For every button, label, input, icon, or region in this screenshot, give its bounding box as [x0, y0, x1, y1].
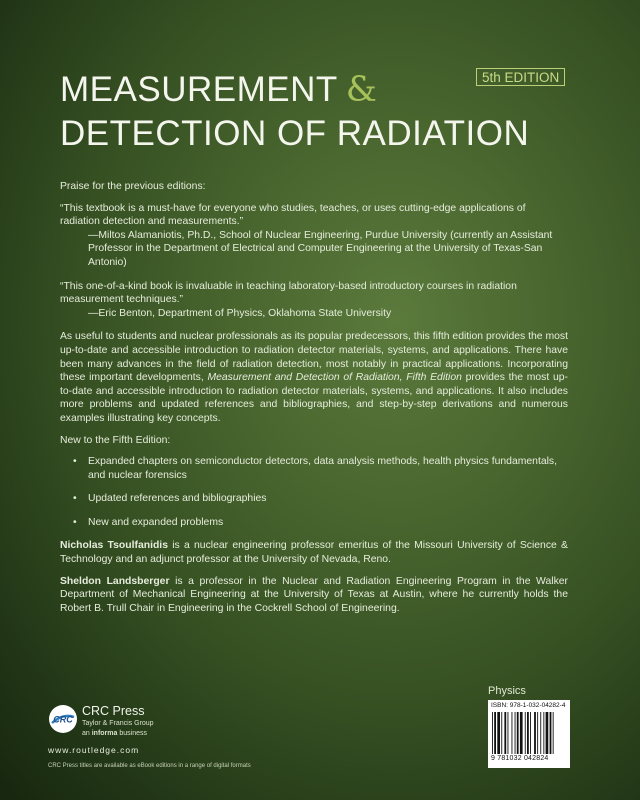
new-edition-heading: New to the Fifth Edition: [60, 434, 171, 446]
ampersand: & [345, 70, 378, 110]
book-title-line-2: DETECTION OF RADIATION [60, 114, 530, 153]
list-item: • Updated references and bibliographies [88, 492, 568, 506]
publisher-website[interactable]: www.routledge.com [48, 745, 140, 755]
list-item: • Expanded chapters on semiconductor detectors, data analysis methods, health physics fundamentals, and nuclear forensics [88, 455, 568, 482]
barcode [488, 700, 570, 768]
praise-quote-2: “This one-of-a-kind book is invaluable in teaching laboratory-based introductory courses in radiation measurement techniques.” [60, 280, 517, 306]
publisher-group: Taylor & Francis Group [82, 720, 154, 727]
edition-badge: 5th EDITION [476, 68, 565, 86]
author-bio-2: Sheldon Landsberger is a professor in the Nuclear and Radiation Engineering Program in the Walker Department of Mechanical Engineering at the University of Texas at Austin, where he currently holds the Robert B. Trull Chair in Engineering in the Cockrell School of Engineering. [60, 575, 568, 614]
praise-attribution-1: —Miltos Alamaniotis, Ph.D., School of Nuclear Engineering, Purdue University (currently an Assistant Professor in the Department of Electrical and Computer Engineering at the University of Texas-San Antonio) [88, 229, 553, 268]
book-title-line-1: MEASUREMENT & [60, 70, 378, 110]
isbn-text: ISBN: 978-1-032-04282-4 [491, 702, 566, 709]
logo-text: CRC [53, 714, 73, 725]
author-name: Nicholas Tsoulfanidis [60, 540, 168, 552]
list-item: • New and expanded problems [88, 516, 568, 530]
ebook-note: CRC Press titles are available as eBook editions in a range of digital formats [48, 763, 251, 769]
book-title-italic: Measurement and Detection of Radiation, Fifth Edition [207, 372, 462, 384]
praise-quote-1: “This textbook is a must-have for everyone who studies, teaches, or uses cutting-edge applications of radiation detection and measurements.” [60, 202, 526, 228]
subject-label: Physics [488, 685, 526, 697]
barcode-bars [492, 712, 566, 754]
author-bio-1: Nicholas Tsoulfanidis is a nuclear engineering professor emeritus of the Missouri University of Science & Technology and an adjunct professor at the University of Nevada, Reno. [60, 540, 568, 566]
praise-heading: Praise for the previous editions: [60, 181, 206, 192]
publisher-name: CRC Press [82, 704, 145, 718]
author-name: Sheldon Landsberger [60, 575, 170, 587]
back-cover-text [60, 180, 568, 623]
informa-line: an informa business [82, 730, 147, 737]
crc-press-logo [48, 704, 78, 734]
new-edition-list [60, 455, 568, 529]
barcode-digits: 9 781032 042824 [491, 755, 549, 762]
description-paragraph: As useful to students and nuclear professionals as its popular predecessors, this fifth edition provides the most up-to-date and accessible introduction to radiation detector materials, systems, and applications. There have been many advances in the field of radiation detection, most notably in practical applications. Incorporating these important developments, Measurement and Detection of Radiation, Fifth Edition provides the most up-to-date and accessible introduction to radiation detector materials, systems, and applications. It also includes more problems and updated references and bibliographies, and step-by-step derivations and numerous examples illustrating key concepts. [60, 331, 568, 424]
praise-attribution-2: —Eric Benton, Department of Physics, Oklahoma State University [88, 307, 392, 319]
